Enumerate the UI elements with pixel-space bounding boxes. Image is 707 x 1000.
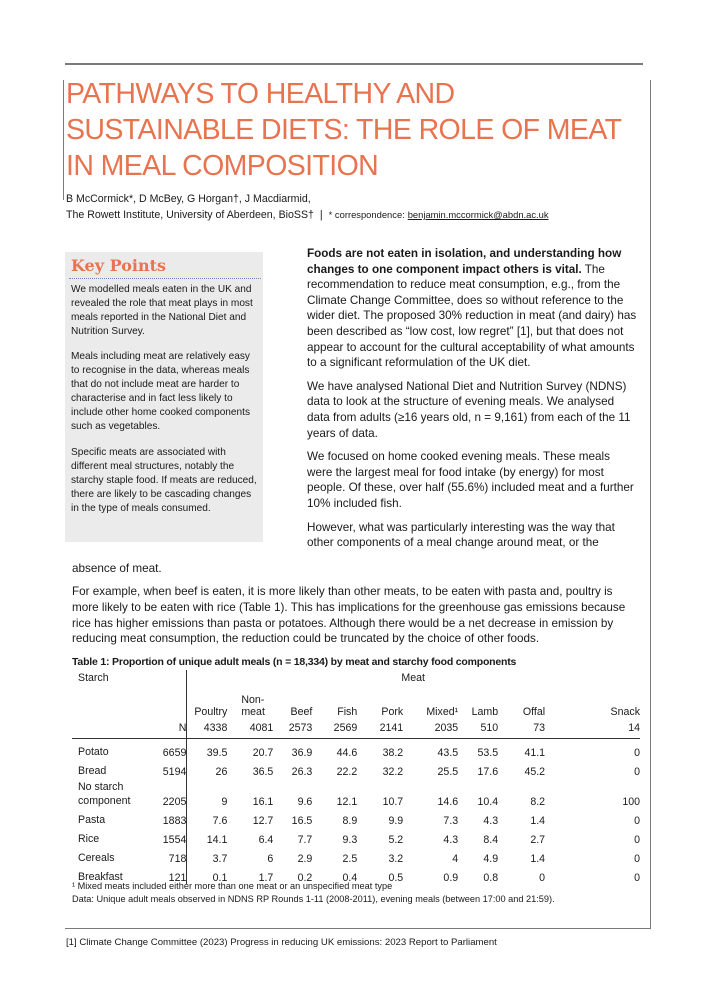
table-cell: 14.1 <box>206 834 228 846</box>
row-label: Breakfast <box>78 871 123 883</box>
table-cell: 9.9 <box>388 815 404 827</box>
row-label: Potato <box>78 746 109 758</box>
top-rule <box>65 63 643 65</box>
title-left-rule <box>63 80 64 200</box>
table-cell: 36.9 <box>291 747 313 759</box>
table-cell: 4.3 <box>483 815 499 827</box>
table-cell: 0.4 <box>342 872 358 884</box>
table-cell: 44.6 <box>336 747 358 759</box>
column-header: Non- meat <box>241 694 265 718</box>
table-cell: 0 <box>634 872 640 884</box>
column-header: Snack <box>610 706 640 718</box>
column-n: 14 <box>628 722 640 734</box>
table-cell: 2.9 <box>297 853 313 865</box>
table-footnote-1: ¹ Mixed meats included either more than one meat or an unspecified meat type <box>72 881 393 891</box>
row-n: 121 <box>168 872 187 884</box>
table-cell: 6.4 <box>258 834 274 846</box>
table-cell: 0 <box>634 766 640 778</box>
table-cell: 3.2 <box>388 853 404 865</box>
row-n: 718 <box>168 853 187 865</box>
column-header: Mixed¹ <box>426 706 459 718</box>
author-block <box>66 192 549 223</box>
row-n: 6659 <box>162 747 187 759</box>
header-spacer <box>72 688 186 718</box>
column-n: 510 <box>480 722 499 734</box>
table-cell: 0.9 <box>443 872 459 884</box>
page-title: PATHWAYS TO HEALTHY AND SUSTAINABLE DIETS: THE ROLE OF MEAT IN MEAL COMPOSITION <box>66 78 621 182</box>
column-header: Offal <box>522 706 546 718</box>
row-n: 5194 <box>162 766 187 778</box>
right-rule <box>650 80 651 928</box>
table-cell: 32.2 <box>382 766 404 778</box>
paragraph-1-rest: The recommendation to reduce meat consumption, e.g., from the Climate Change Committee, does so without reference to the wider diet. The proposed 30% reduction in meat (and dairy) has been described as “low cost, low regret” [1], but that does not appear to account for the cultural acceptability of what amounts to a significant reformulation of the UK diet. <box>307 262 637 370</box>
column-header: Fish <box>337 706 358 718</box>
table-cell: 100 <box>622 796 640 808</box>
starch-header: Starch <box>78 672 109 684</box>
table-header-row-columns <box>72 688 640 718</box>
table-cell: 45.2 <box>524 766 546 778</box>
paragraph-1-lead: Foods are not eaten in isolation, and understanding how changes to one component impact others is vital. <box>307 247 622 276</box>
column-n: 4338 <box>203 722 228 734</box>
table-cell: 16.5 <box>291 815 313 827</box>
table-n-row <box>72 718 640 738</box>
meat-header: Meat <box>401 672 425 684</box>
table-cell: 9.3 <box>342 834 358 846</box>
column-header: Lamb <box>471 706 499 718</box>
n-label: N <box>178 722 187 734</box>
row-label: Pasta <box>78 814 106 826</box>
row-n: 2205 <box>162 796 187 808</box>
correspondence-label: * correspondence: <box>328 209 405 220</box>
table-cell: 22.2 <box>336 766 358 778</box>
reference-rule <box>65 928 651 929</box>
table-cell: 7.6 <box>212 815 228 827</box>
key-points-box <box>65 252 263 542</box>
table-row <box>72 778 640 808</box>
table-cell: 2.5 <box>342 853 358 865</box>
table-cell: 10.7 <box>382 796 404 808</box>
paragraph-3: We focused on home cooked evening meals. These meals were the largest meal for food intake (by energy) for most people. Of these, over half (55.6%) included meat and a further 10% included fish. <box>307 450 634 510</box>
table-cell: 17.6 <box>477 766 499 778</box>
column-n: 2035 <box>434 722 459 734</box>
affiliation: The Rowett Institute, University of Aberdeen, BioSS† <box>66 209 314 221</box>
table-cell: 12.1 <box>336 796 358 808</box>
table-cell: 16.1 <box>252 796 274 808</box>
column-header: Poultry <box>194 706 228 718</box>
table-cell: 6 <box>267 853 274 865</box>
table-cell: 20.7 <box>252 747 274 759</box>
table-cell: 4.9 <box>483 853 499 865</box>
paragraph-4-end: absence of meat. <box>72 562 162 575</box>
column-n: 4081 <box>249 722 274 734</box>
paragraph-1 <box>307 246 637 371</box>
table-header-row-group <box>72 672 640 688</box>
table-cell: 1.4 <box>530 853 546 865</box>
table-caption: Table 1: Proportion of unique adult meals (n = 18,334) by meat and starchy food components <box>72 656 517 668</box>
key-point-2: Meals including meat are relatively easy to recognise in the data, whereas meals that do not include meat are harder to characterise and in fact less likely to include other home cooked components such as vegetables. <box>71 351 250 432</box>
key-points-divider <box>69 278 261 279</box>
column-n: 2141 <box>379 722 404 734</box>
table-cell: 0.2 <box>297 872 313 884</box>
table-cell: 14.6 <box>437 796 459 808</box>
table-footnote-2: Data: Unique adult meals observed in NDNS RP Rounds 1-11 (2008-2011), evening meals (between 17:00 and 21:59). <box>72 894 555 904</box>
table-cell: 4.3 <box>443 834 459 846</box>
table-cell: 0 <box>539 872 546 884</box>
table-cell: 12.7 <box>252 815 274 827</box>
row-n: 1883 <box>162 815 187 827</box>
table-cell: 10.4 <box>477 796 499 808</box>
table-cell: 5.2 <box>388 834 404 846</box>
table-cell: 1.7 <box>258 872 274 884</box>
table-cell: 0 <box>634 834 640 846</box>
table-row <box>72 846 640 865</box>
key-point-1: We modelled meals eaten in the UK and revealed the role that meat plays in most meals reported in the National Diet and Nutrition Survey. <box>71 284 253 337</box>
table-cell: 7.3 <box>443 815 459 827</box>
paragraph-5: For example, when beef is eaten, it is more likely than other meats, to be eaten with pasta and, poultry is more likely to be eaten with rice (Table 1). This has implications for the greenhouse gas emissions because rice has higher emissions than pasta or potatoes. Although there would be a net decrease in emission by reducing meat consumption, the reduction could be truncated by the choice of other foods. <box>72 585 626 646</box>
paragraph-2: We have analysed National Diet and Nutrition Survey (NDNS) data to look at the structure of evening meals. We analysed data from adults (≥16 years old, n = 9,161) from each of the 11 years of data. <box>307 379 631 440</box>
table-row <box>72 827 640 846</box>
table-cell: 8.2 <box>530 796 546 808</box>
row-label: No starch component <box>78 781 131 807</box>
column-header: Pork <box>381 706 404 718</box>
table-cell: 39.5 <box>206 747 228 759</box>
table-cell: 26.3 <box>291 766 313 778</box>
column-n: 2573 <box>288 722 313 734</box>
table-cell: 0 <box>634 853 640 865</box>
table-cell: 38.2 <box>382 747 404 759</box>
table-cell: 3.7 <box>212 853 228 865</box>
column-n: 2569 <box>333 722 358 734</box>
table-cell: 25.5 <box>437 766 459 778</box>
table-cell: 0.8 <box>483 872 499 884</box>
table-cell: 8.9 <box>342 815 358 827</box>
column-header: Beef <box>290 706 313 718</box>
table-cell: 0.1 <box>212 872 228 884</box>
table-cell: 2.7 <box>530 834 546 846</box>
table-cell: 9.6 <box>297 796 313 808</box>
row-n: 1554 <box>162 834 187 846</box>
paragraph-4-start: However, what was particularly interesting was the way that other components of a meal change around meat, or the <box>307 520 615 550</box>
correspondence-email-link[interactable]: benjamin.mccormick@abdn.ac.uk <box>407 209 549 220</box>
table-cell: 0 <box>634 747 640 759</box>
table-cell: 0 <box>634 815 640 827</box>
key-points-heading: Key Points <box>71 256 166 275</box>
column-n: 73 <box>533 722 546 734</box>
table-cell: 1.4 <box>530 815 546 827</box>
author-names: B McCormick*, D McBey, G Horgan†, J Macdiarmid, <box>66 193 311 205</box>
table-cell: 4 <box>452 853 459 865</box>
table-row <box>72 759 640 778</box>
key-point-3: Specific meats are associated with different meal structures, notably the starchy staple food. If meats are reduced, there are likely to be cascading changes in the type of meals consumed. <box>71 447 257 514</box>
table-cell: 8.4 <box>483 834 499 846</box>
table-cell: 26 <box>215 766 228 778</box>
table-cell: 41.1 <box>524 747 546 759</box>
table-cell: 43.5 <box>437 747 459 759</box>
right-column-text <box>307 246 637 551</box>
table-cell: 36.5 <box>252 766 274 778</box>
reference-1: [1] Climate Change Committee (2023) Progress in reducing UK emissions: 2023 Report to Parliament <box>66 937 497 948</box>
row-label: Cereals <box>78 852 115 864</box>
row-label: Bread <box>78 765 107 777</box>
separator: | <box>319 209 323 221</box>
table-row <box>72 738 640 759</box>
table-cell: 0.5 <box>388 872 404 884</box>
table-cell: 7.7 <box>297 834 313 846</box>
table-row <box>72 808 640 827</box>
table-cell: 53.5 <box>477 747 499 759</box>
author-affiliation-line <box>66 207 549 223</box>
row-label: Rice <box>78 833 100 845</box>
meal-composition-table <box>72 672 640 884</box>
table-cell: 9 <box>221 796 228 808</box>
